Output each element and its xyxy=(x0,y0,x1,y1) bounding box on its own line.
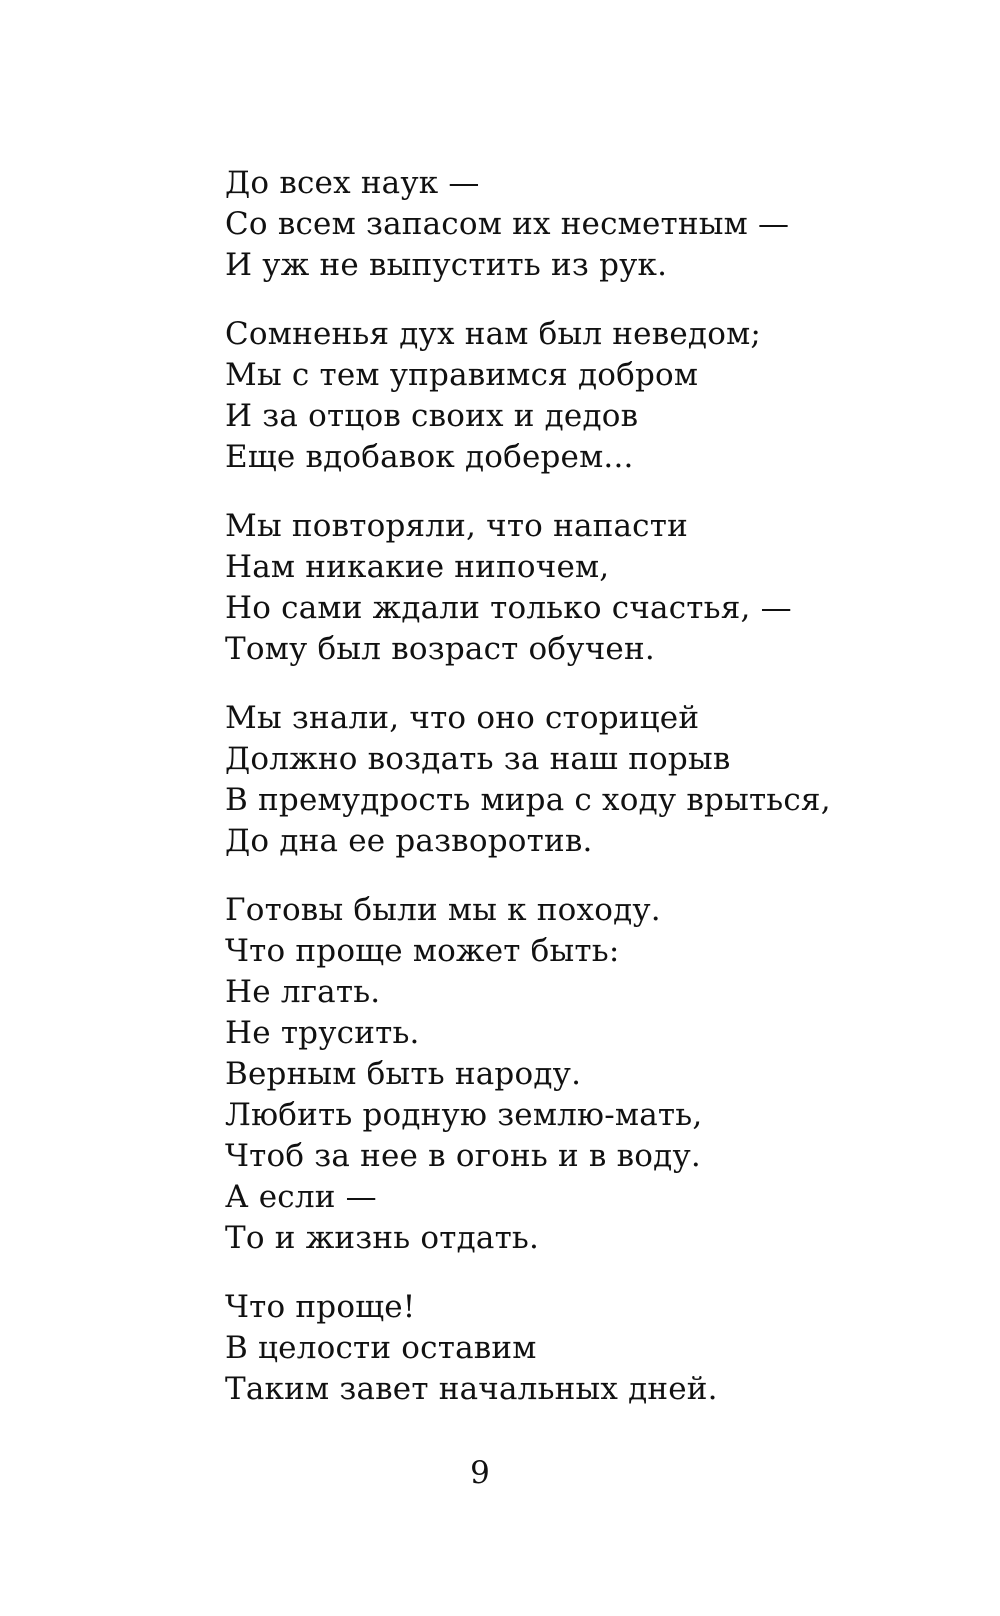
poem-line: До всех наук — xyxy=(225,165,480,201)
poem-line: Но сами ждали только счастья, — xyxy=(225,590,792,626)
stanza-5 xyxy=(225,890,925,1259)
poem-line: То и жизнь отдать. xyxy=(225,1220,540,1256)
page-number: 9 xyxy=(470,1455,490,1491)
poem-line: Со всем запасом их несметным — xyxy=(225,206,790,242)
poem-line: И за отцов своих и дедов xyxy=(225,398,639,434)
stanza-4 xyxy=(225,698,925,862)
poem-text xyxy=(225,163,925,1438)
poem-line: Нам никакие нипочем, xyxy=(225,549,610,585)
poem-line: Любить родную землю-мать, xyxy=(225,1097,703,1133)
poem-line: Не лгать. xyxy=(225,974,381,1010)
stanza-1 xyxy=(225,163,925,286)
poem-line: Что проще! xyxy=(225,1289,416,1325)
poem-line: Должно воздать за наш порыв xyxy=(225,741,731,777)
poem-line: Верным быть народу. xyxy=(225,1056,582,1092)
stanza-6 xyxy=(225,1287,925,1410)
poem-line: Готовы были мы к походу. xyxy=(225,892,661,928)
poem-line: Таким завет начальных дней. xyxy=(225,1371,718,1407)
poem-line: Сомненья дух нам был неведом; xyxy=(225,316,762,352)
stanza-2 xyxy=(225,314,925,478)
poem-line: До дна ее разворотив. xyxy=(225,823,593,859)
poem-line: Мы с тем управимся добром xyxy=(225,357,699,393)
poem-line: И уж не выпустить из рук. xyxy=(225,247,668,283)
poem-line: Не трусить. xyxy=(225,1015,420,1051)
poem-line: В премудрость мира с ходу врыться, xyxy=(225,782,831,818)
poem-line: В целости оставим xyxy=(225,1330,537,1366)
poem-line: Чтоб за нее в огонь и в воду. xyxy=(225,1138,701,1174)
poem-line: Что проще может быть: xyxy=(225,933,620,969)
stanza-3 xyxy=(225,506,925,670)
poem-line: Тому был возраст обучен. xyxy=(225,631,655,667)
poem-line: Мы знали, что оно сторицей xyxy=(225,700,700,736)
poem-line: Еще вдобавок доберем... xyxy=(225,439,634,475)
poem-line: А если — xyxy=(225,1179,377,1215)
poem-line: Мы повторяли, что напасти xyxy=(225,508,688,544)
